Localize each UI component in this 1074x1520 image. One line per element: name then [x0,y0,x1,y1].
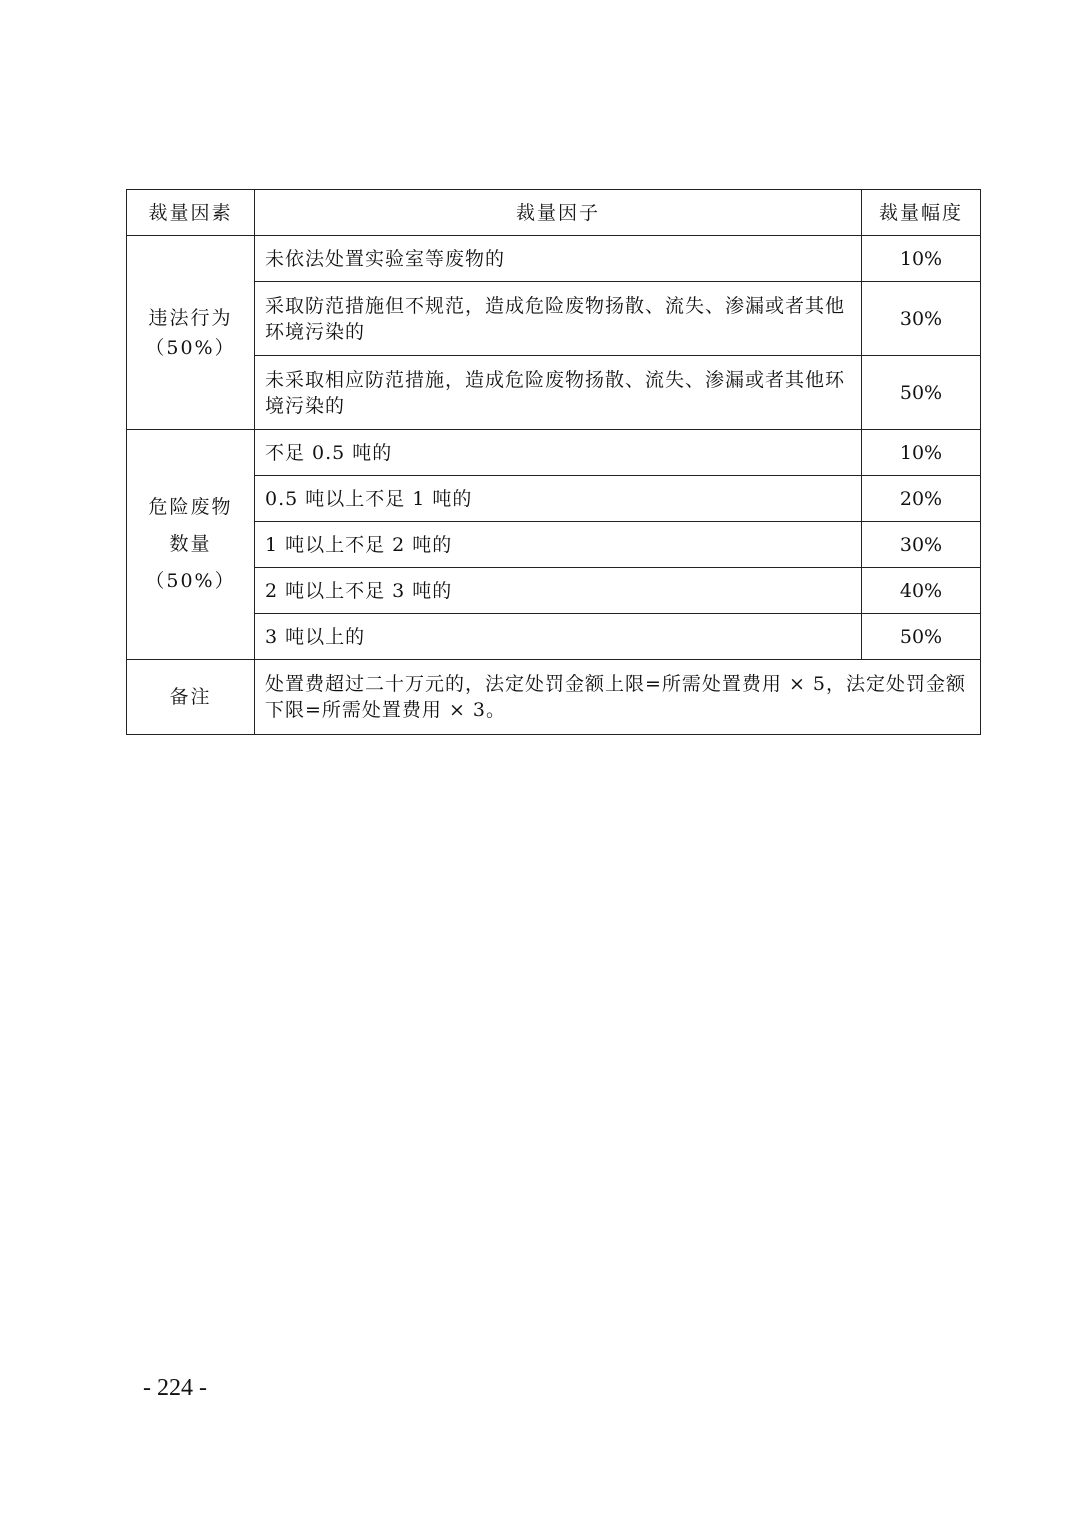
row-range: 20% [862,476,981,522]
row-desc: 未依法处置实验室等废物的 [255,236,862,282]
factor-illegal-act [127,236,255,430]
row-desc: 0.5 吨以上不足 1 吨的 [255,476,862,522]
row-range: 50% [862,614,981,660]
row-desc: 未采取相应防范措施，造成危险废物扬散、流失、渗漏或者其他环境污染的 [255,356,862,430]
row-range: 50% [862,356,981,430]
factor-label: 危险废物 [148,496,233,518]
row-range: 40% [862,568,981,614]
table-row [127,568,981,614]
row-desc: 3 吨以上的 [255,614,862,660]
row-range: 30% [862,282,981,356]
table-row [127,430,981,476]
row-range: 10% [862,430,981,476]
table-row [127,356,981,430]
header-desc: 裁量因子 [255,190,862,236]
row-desc: 采取防范措施但不规范，造成危险废物扬散、流失、渗漏或者其他环境污染的 [255,282,862,356]
factor-weight: （50%） [145,336,236,359]
note-label: 备注 [127,660,255,735]
discretion-table-container [126,189,967,735]
factor-label: 数量 [169,533,212,555]
table-row [127,476,981,522]
table-header-row [127,190,981,236]
header-range: 裁量幅度 [862,190,981,236]
factor-weight: （50%） [145,570,236,592]
discretion-table [126,189,981,735]
row-range: 30% [862,522,981,568]
table-row [127,236,981,282]
table-row [127,614,981,660]
table-row [127,522,981,568]
factor-label: 违法行为 [148,306,233,329]
row-range: 10% [862,236,981,282]
note-row [127,660,981,735]
page-number: - 224 - [143,1375,207,1401]
factor-waste-quantity [127,430,255,660]
table-row [127,282,981,356]
row-desc: 2 吨以上不足 3 吨的 [255,568,862,614]
row-desc: 1 吨以上不足 2 吨的 [255,522,862,568]
header-factor: 裁量因素 [127,190,255,236]
row-desc: 不足 0.5 吨的 [255,430,862,476]
note-text: 处置费超过二十万元的，法定处罚金额上限=所需处置费用 × 5，法定处罚金额下限=所需处置费用 × 3。 [255,660,981,735]
